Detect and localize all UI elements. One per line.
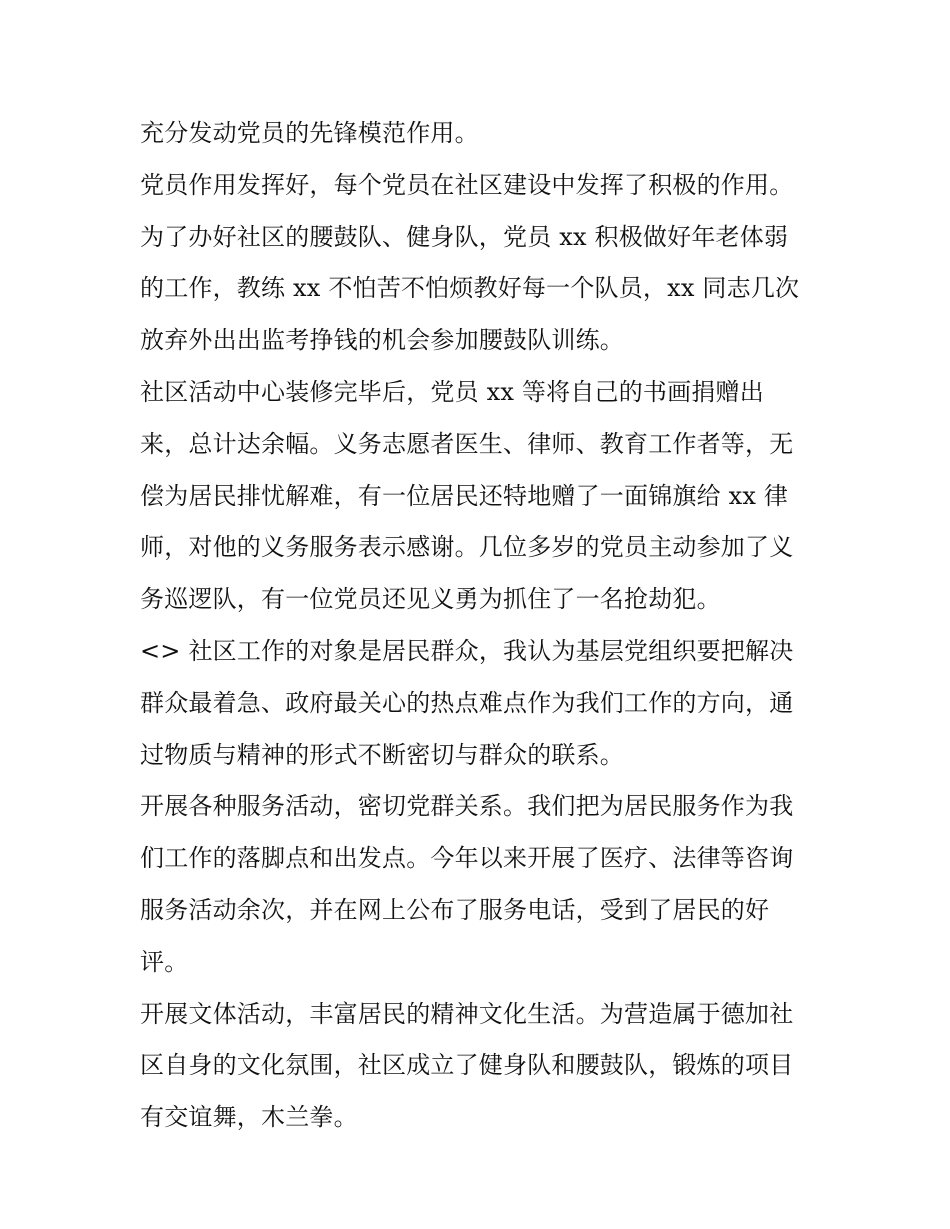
text-line: 的工作，教练 xx 不怕苦不怕烦教好每一个队员，xx 同志几次 [140, 274, 800, 303]
text-line: 来，总计达余幅。义务志愿者医生、律师、教育工作者等，无 [140, 429, 794, 458]
text-line: 评。 [140, 947, 189, 976]
text-line: 放弃外出出监考挣钱的机会参加腰鼓队训练。 [140, 326, 624, 355]
text-line: 区自身的文化氛围，社区成立了健身队和腰鼓队，锻炼的项目 [140, 1051, 794, 1080]
text-line: 党员作用发挥好，每个党员在社区建设中发挥了积极的作用。 [140, 170, 794, 199]
text-line: 开展各种服务活动，密切党群关系。我们把为居民服务作为我 [140, 792, 794, 821]
text-line: 务巡逻队，有一位党员还见义勇为抓住了一名抢劫犯。 [140, 585, 721, 614]
body-text [140, 108, 830, 1144]
text-line: 充分发动党员的先锋模范作用。 [140, 119, 479, 147]
text-line: 有交谊舞，木兰拳。 [140, 1103, 358, 1132]
text-line: <> 社区工作的对象是居民群众，我认为基层党组织要把解决 [140, 636, 794, 665]
text-line: 服务活动余次，并在网上公布了服务电话，受到了居民的好 [140, 895, 770, 924]
text-line: 偿为居民排忧解难，有一位居民还特地赠了一面锦旗给 xx 律 [140, 481, 789, 510]
text-line: 过物质与精神的形式不断密切与群众的联系。 [140, 740, 624, 769]
text-line: 开展文体活动，丰富居民的精神文化生活。为营造属于德加社 [140, 999, 794, 1028]
text-line: 社区活动中心装修完毕后，党员 xx 等将自己的书画捐赠出 [140, 377, 764, 406]
text-line: 师，对他的义务服务表示感谢。几位多岁的党员主动参加了义 [140, 533, 794, 562]
text-line: 们工作的落脚点和出发点。今年以来开展了医疗、法律等咨询 [140, 844, 794, 873]
text-line: 为了办好社区的腰鼓队、健身队，党员 xx 积极做好年老体弱 [140, 222, 789, 251]
text-line: 群众最着急、政府最关心的热点难点作为我们工作的方向，通 [140, 688, 794, 717]
